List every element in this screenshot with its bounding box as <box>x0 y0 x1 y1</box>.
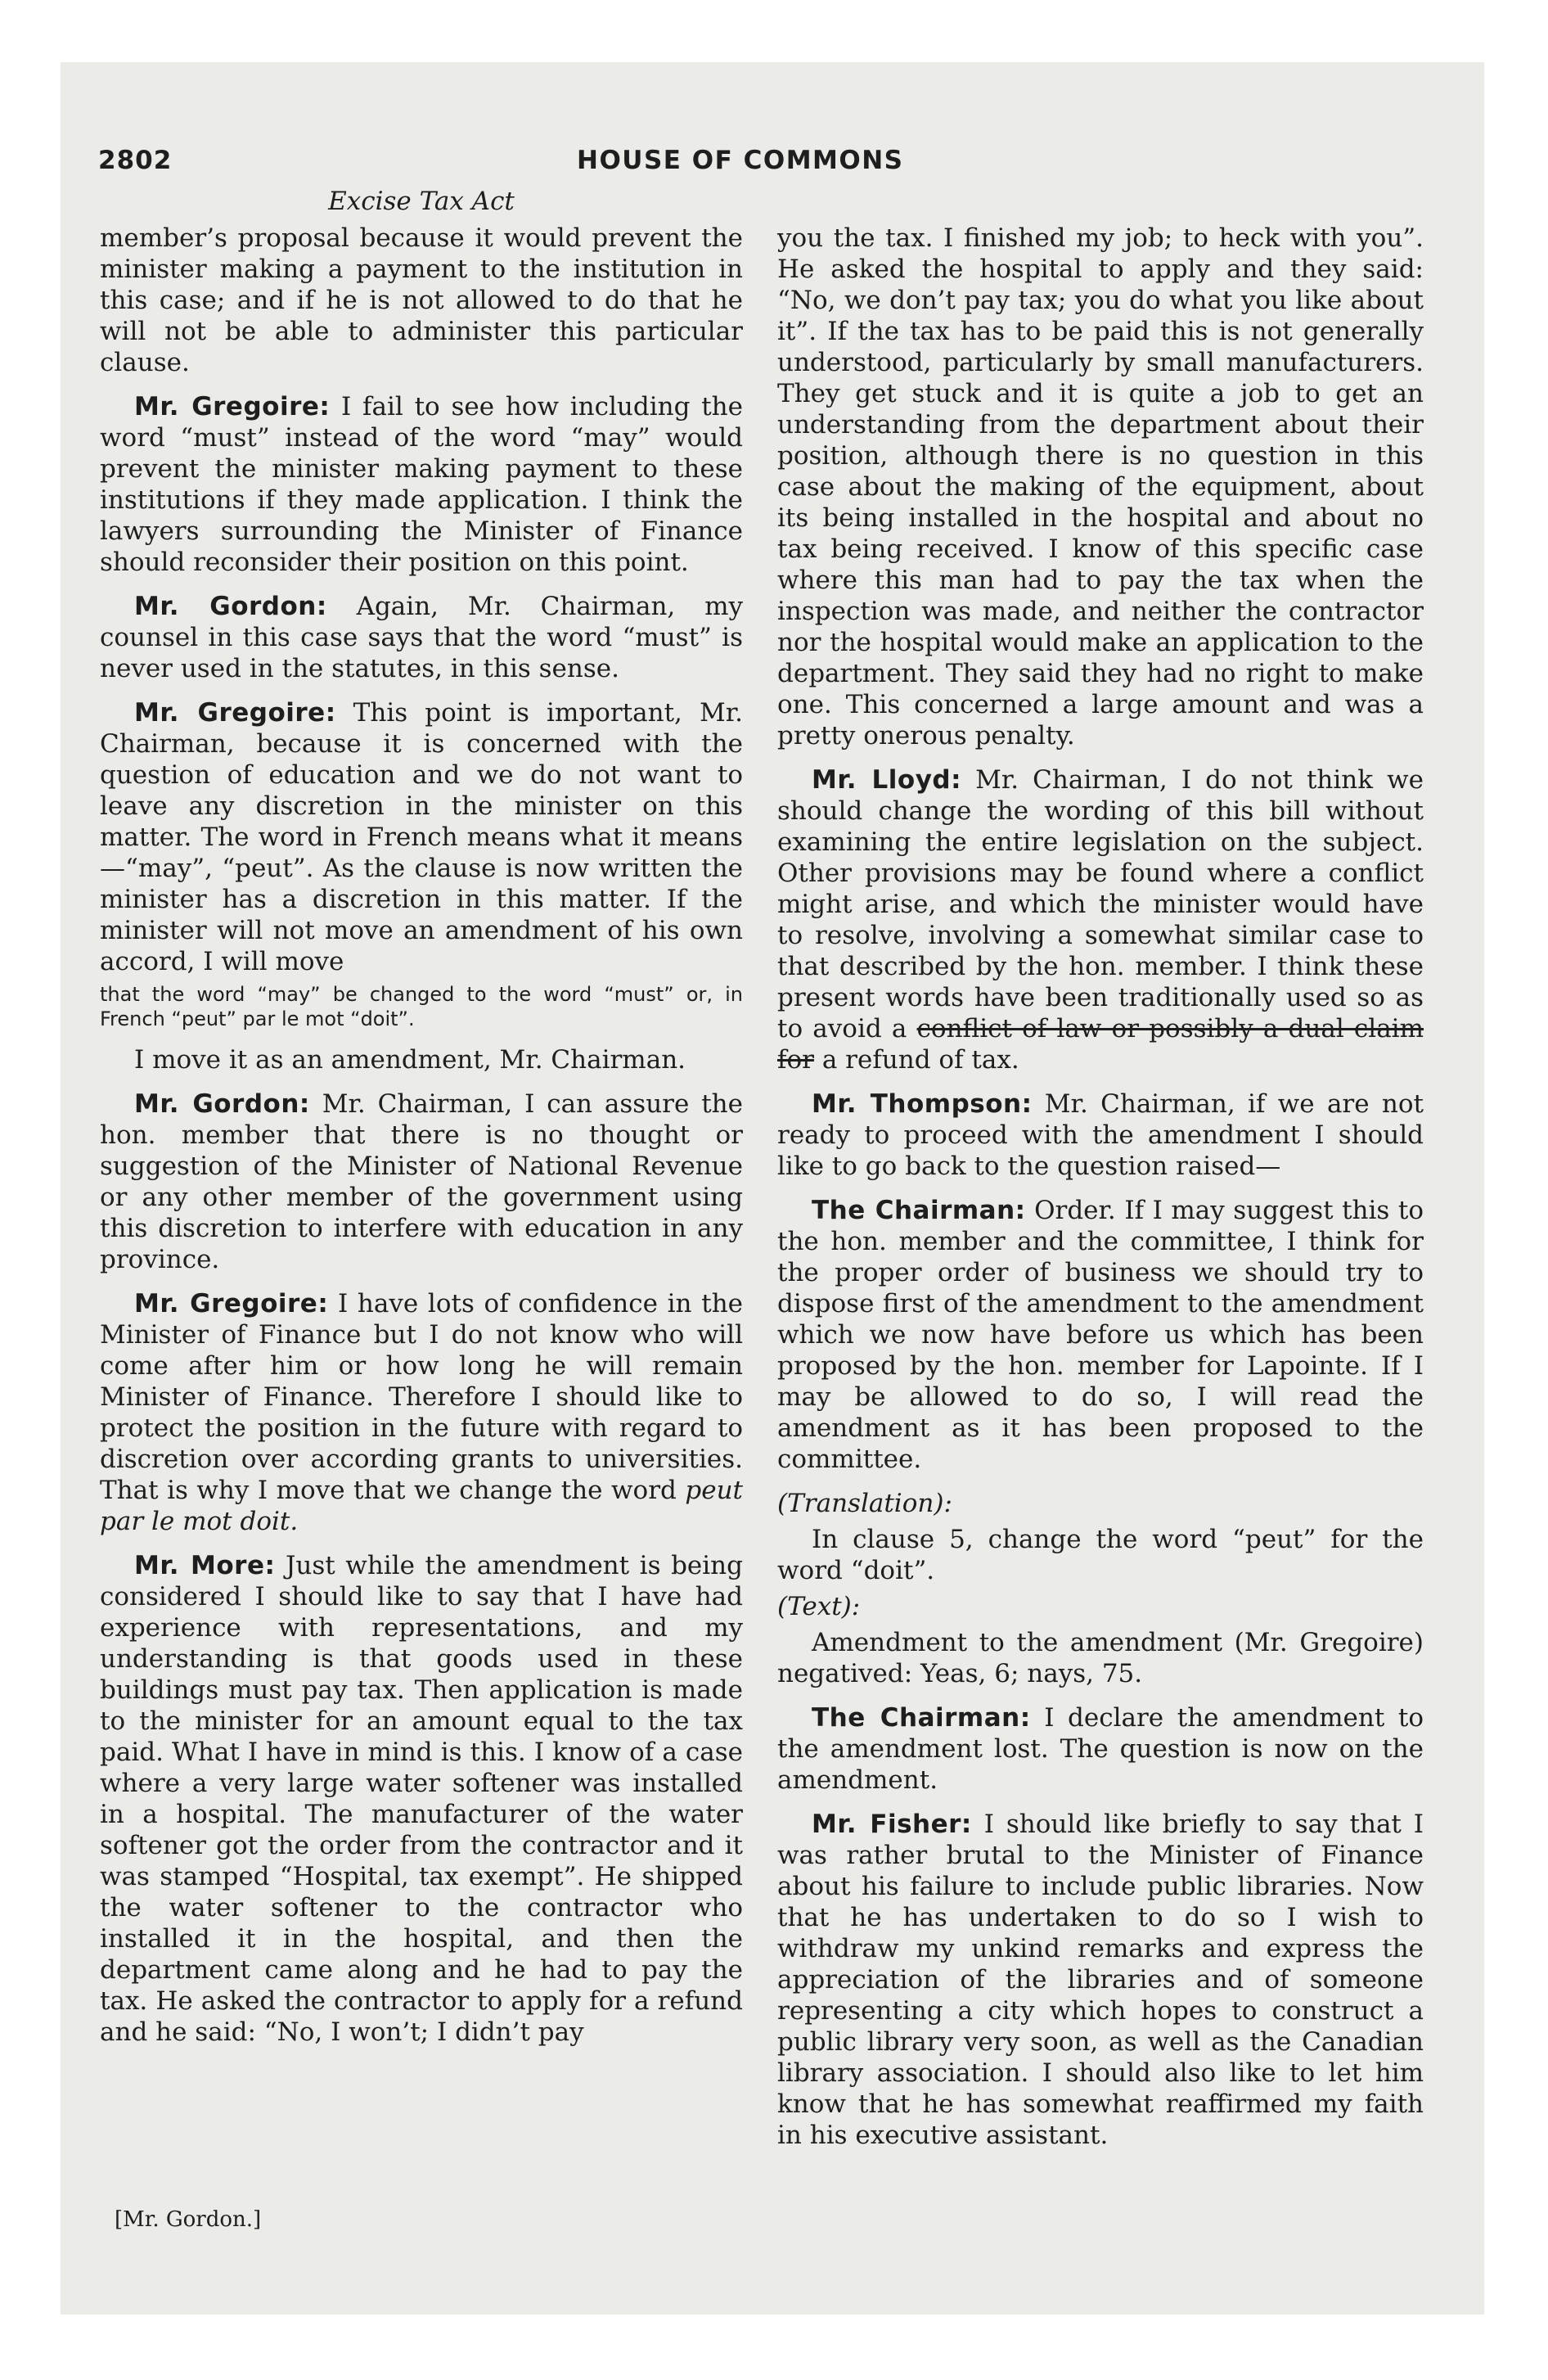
speaker-name: Mr. Gregoire: <box>134 392 331 421</box>
speaker-name: The Chairman: <box>812 1703 1031 1733</box>
speaker-name: Mr. More: <box>134 1551 276 1580</box>
paragraph: you the tax. I finished my job; to heck with you”. He asked the hospital to apply and they said: “No, we don’t pay tax; you do what you like about it”. If the tax has to be paid this is not generally understood, particularly by small manufacturers. They get stuck and it is quite a job to get an understanding from the department about their position, although there is no question in this case about the making of the equipment, about its being installed in the hospital and about no tax being received. I know of this specific case where this man had to pay the tax when the inspection was made, and neither the contractor nor the hospital would make an application to the department. They said they had no right to make one. This concerned a large amount and was a pretty onerous penalty. <box>777 223 1424 751</box>
left-column <box>100 223 743 2061</box>
speaker-name: Mr. Gordon: <box>134 592 327 621</box>
speaker-name: Mr. Fisher: <box>812 1810 972 1839</box>
paragraph: I move it as an amendment, Mr. Chairman. <box>134 1045 686 1075</box>
paragraph: In clause 5, change the word “peut” for the word “doit”. <box>777 1525 1424 1585</box>
paragraph: Mr. Gregoire: I have lots of confidence in the Minister of Finance but I do not know who will come after him or how long he will remain Minister of Finance. Therefore I should like to protect the position in the future with regard to discretion over according grants to universities. That is why I move that we change the word peut par le mot doit. <box>100 1289 743 1536</box>
paragraph: Mr. Lloyd: Mr. Chairman, I do not think we should change the wording of this bill without examining the entire legislation on the subject. Other provisions may be found where a conflict might arise, and which the minister would have to resolve, involving a somewhat similar case to that described by the hon. member. I think these present words have been traditionally used so as to avoid a conflict of law or possibly a dual claim for a refund of tax. <box>777 765 1424 1075</box>
text-label: (Text): <box>777 1592 861 1621</box>
paragraph: Mr. Gordon: Mr. Chairman, I can assure the hon. member that there is no thought or suggestion of the Minister of National Revenue or any other member of the government using this discretion to interfere with education in any province. <box>100 1089 743 1274</box>
paragraph: Mr. Gordon: Again, Mr. Chairman, my counsel in this case says that the word “must” is never used in the statutes, in this sense. <box>100 592 743 683</box>
paragraph: Mr. More: Just while the amendment is being considered I should like to say that I have had experience with representations, and my understanding is that goods used in these buildings must pay tax. Then application is made to the minister for an amount equal to the tax paid. What I have in mind is this. I know of a case where a very large water softener was installed in a hospital. The manufacturer of the water softener got the order from the contractor and it was stamped “Hospital, tax exempt”. He shipped the water softener to the contractor who installed it in the hospital, and then the department came along and he had to pay the tax. He asked the contractor to apply for a refund and he said: “No, I won’t; I didn’t pay <box>100 1551 743 2047</box>
speaker-name: Mr. Thompson: <box>812 1089 1033 1119</box>
speaker-name: Mr. Gordon: <box>134 1089 310 1119</box>
motion-text: that the word “may” be changed to the word “must” or, in French “peut” par le mot “doit”. <box>100 983 743 1030</box>
running-head: HOUSE OF COMMONS <box>577 146 904 175</box>
paragraph: Mr. Gregoire: This point is important, Mr. Chairman, because it is concerned with the question of education and we do not want to leave any discretion in the minister on this matter. The word in French means what it means—“may”, “peut”. As the clause is now written the minister has a discretion in this matter. If the minister will not move an amendment of his own accord, I will move <box>100 698 743 976</box>
paragraph: Amendment to the amendment (Mr. Gregoire) negatived: Yeas, 6; nays, 75. <box>777 1628 1424 1688</box>
translation-label: (Translation): <box>777 1489 952 1518</box>
page-number: 2802 <box>98 146 173 175</box>
footer-speaker-note: [Mr. Gordon.] <box>115 2207 262 2232</box>
speaker-name: Mr. Gregoire: <box>134 698 336 728</box>
right-column <box>777 223 1424 2164</box>
struck-text: conflict of law or possibly a dual claim for <box>777 1014 1424 1075</box>
section-title: Excise Tax Act <box>328 187 515 216</box>
speaker-name: Mr. Lloyd: <box>812 765 961 795</box>
paragraph: Mr. Thompson: Mr. Chairman, if we are not ready to proceed with the amendment I should like to go back to the question raised— <box>777 1089 1424 1181</box>
paragraph: Mr. Fisher: I should like briefly to say that I was rather brutal to the Minister of Finance about his failure to include public libraries. Now that he has undertaken to do so I wish to withdraw my unkind remarks and express the appreciation of the libraries and of someone representing a city which hopes to construct a public library very soon, as well as the Canadian library association. I should also like to let him know that he has somewhat reaffirmed my faith in his executive assistant. <box>777 1810 1424 2150</box>
speaker-name: Mr. Gregoire: <box>134 1289 329 1318</box>
paragraph: The Chairman: Order. If I may suggest this to the hon. member and the committee, I think for the proper order of business we should try to dispose first of the amendment to the amendment which we now have before us which has been proposed by the hon. member for Lapointe. If I may be allowed to do so, I will read the amendment as it has been proposed to the committee. <box>777 1196 1424 1474</box>
paragraph: Mr. Gregoire: I fail to see how including the word “must” instead of the word “may” would prevent the minister making payment to these institutions if they made application. I think the lawyers surrounding the Minister of Finance should reconsider their position on this point. <box>100 392 743 577</box>
paragraph: member’s proposal because it would prevent the minister making a payment to the institution in this case; and if he is not allowed to do that he will not be able to administer this particular clause. <box>100 223 743 377</box>
speaker-name: The Chairman: <box>812 1196 1026 1225</box>
paragraph: The Chairman: I declare the amendment to the amendment lost. The question is now on the amendment. <box>777 1703 1424 1795</box>
